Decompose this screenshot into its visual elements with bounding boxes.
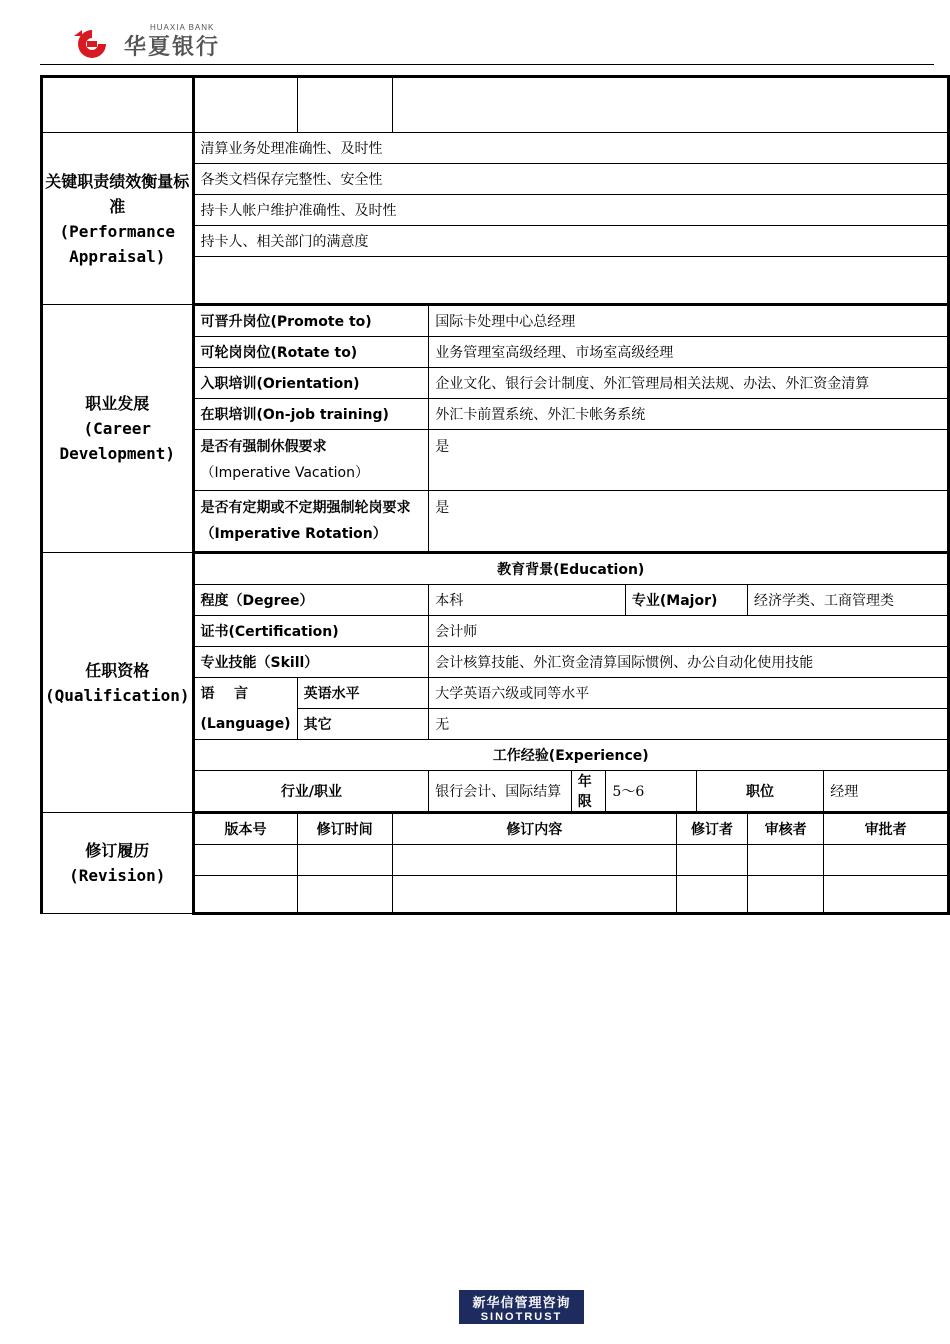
performance-item — [193, 257, 949, 305]
orientation-value: 企业文化、银行会计制度、外汇管理局相关法规、办法、外汇资金清算 — [429, 368, 949, 399]
industry-label: 行业/职业 — [193, 771, 429, 813]
position-value: 经理 — [824, 771, 949, 813]
sinotrust-logo — [459, 1290, 584, 1324]
revision-cell — [824, 876, 949, 914]
position-label: 职位 — [696, 771, 824, 813]
empty-cell — [193, 77, 297, 133]
empty-cell — [392, 77, 948, 133]
education-header: 教育背景(Education) — [193, 553, 949, 585]
performance-item: 清算业务处理准确性、及时性 — [193, 133, 949, 164]
revision-col-version: 版本号 — [193, 813, 297, 845]
revision-col-approver: 审批者 — [824, 813, 949, 845]
revision-cell — [748, 845, 824, 876]
performance-item: 各类文档保存完整性、安全性 — [193, 164, 949, 195]
rotation-label: 是否有定期或不定期强制轮岗要求（Imperative Rotation） — [193, 491, 429, 553]
skill-label: 专业技能（Skill） — [193, 647, 429, 678]
revision-cell — [193, 876, 297, 914]
english-value: 大学英语六级或同等水平 — [429, 678, 949, 709]
orientation-label: 入职培训(Orientation) — [193, 368, 429, 399]
industry-value: 银行会计、国际结算 — [429, 771, 571, 813]
major-label: 专业(Major) — [625, 585, 747, 616]
vacation-label: 是否有强制休假要求 （Imperative Vacation） — [193, 430, 429, 491]
rotate-label: 可轮岗岗位(Rotate to) — [193, 337, 429, 368]
performance-section-title: 关键职责绩效衡量标准 (Performance Appraisal) — [42, 133, 194, 305]
other-language-label: 其它 — [297, 709, 429, 740]
vacation-value: 是 — [429, 430, 949, 491]
english-label: 英语水平 — [297, 678, 429, 709]
degree-label: 程度（Degree） — [193, 585, 429, 616]
experience-header: 工作经验(Experience) — [193, 740, 949, 771]
revision-cell — [392, 876, 676, 914]
revision-col-date: 修订时间 — [297, 813, 392, 845]
rotation-value: 是 — [429, 491, 949, 553]
career-section-title: 职业发展 (Career Development) — [42, 305, 194, 553]
job-description-table — [40, 75, 950, 915]
sinotrust-cn: 新华信管理咨询 — [472, 1296, 571, 1311]
revision-col-reviewer: 审核者 — [748, 813, 824, 845]
performance-item: 持卡人、相关部门的满意度 — [193, 226, 949, 257]
rotate-value: 业务管理室高级经理、市场室高级经理 — [429, 337, 949, 368]
header-divider — [40, 64, 934, 65]
revision-cell — [748, 876, 824, 914]
performance-item: 持卡人帐户维护准确性、及时性 — [193, 195, 949, 226]
onjob-label: 在职培训(On-job training) — [193, 399, 429, 430]
skill-value: 会计核算技能、外汇资金清算国际惯例、办公自动化使用技能 — [429, 647, 949, 678]
empty-section-cell — [42, 77, 194, 133]
empty-cell — [297, 77, 392, 133]
major-value: 经济学类、工商管理类 — [748, 585, 949, 616]
revision-cell — [824, 845, 949, 876]
years-value: 5～6 — [606, 771, 696, 813]
revision-section-title: 修订履历 (Revision) — [42, 813, 194, 914]
degree-value: 本科 — [429, 585, 626, 616]
revision-cell — [676, 876, 747, 914]
sinotrust-en: SINOTRUST — [480, 1311, 563, 1323]
certification-label: 证书(Certification) — [193, 616, 429, 647]
years-label: 年限 — [571, 771, 606, 813]
onjob-value: 外汇卡前置系统、外汇卡帐务系统 — [429, 399, 949, 430]
bank-name-english: HUAXIA BANK — [150, 23, 215, 32]
promote-label: 可晋升岗位(Promote to) — [193, 305, 429, 337]
revision-cell — [676, 845, 747, 876]
revision-cell — [297, 845, 392, 876]
revision-cell — [297, 876, 392, 914]
other-language-value: 无 — [429, 709, 949, 740]
qualification-section-title: 任职资格 (Qualification) — [42, 553, 194, 813]
huaxia-bank-logo-icon — [72, 26, 112, 60]
certification-value: 会计师 — [429, 616, 949, 647]
revision-col-content: 修订内容 — [392, 813, 676, 845]
revision-cell — [392, 845, 676, 876]
revision-col-reviser: 修订者 — [676, 813, 747, 845]
promote-value: 国际卡处理中心总经理 — [429, 305, 949, 337]
language-label: 语 言 (Language) — [193, 678, 297, 740]
revision-cell — [193, 845, 297, 876]
bank-name: 华夏银行 — [124, 35, 221, 60]
